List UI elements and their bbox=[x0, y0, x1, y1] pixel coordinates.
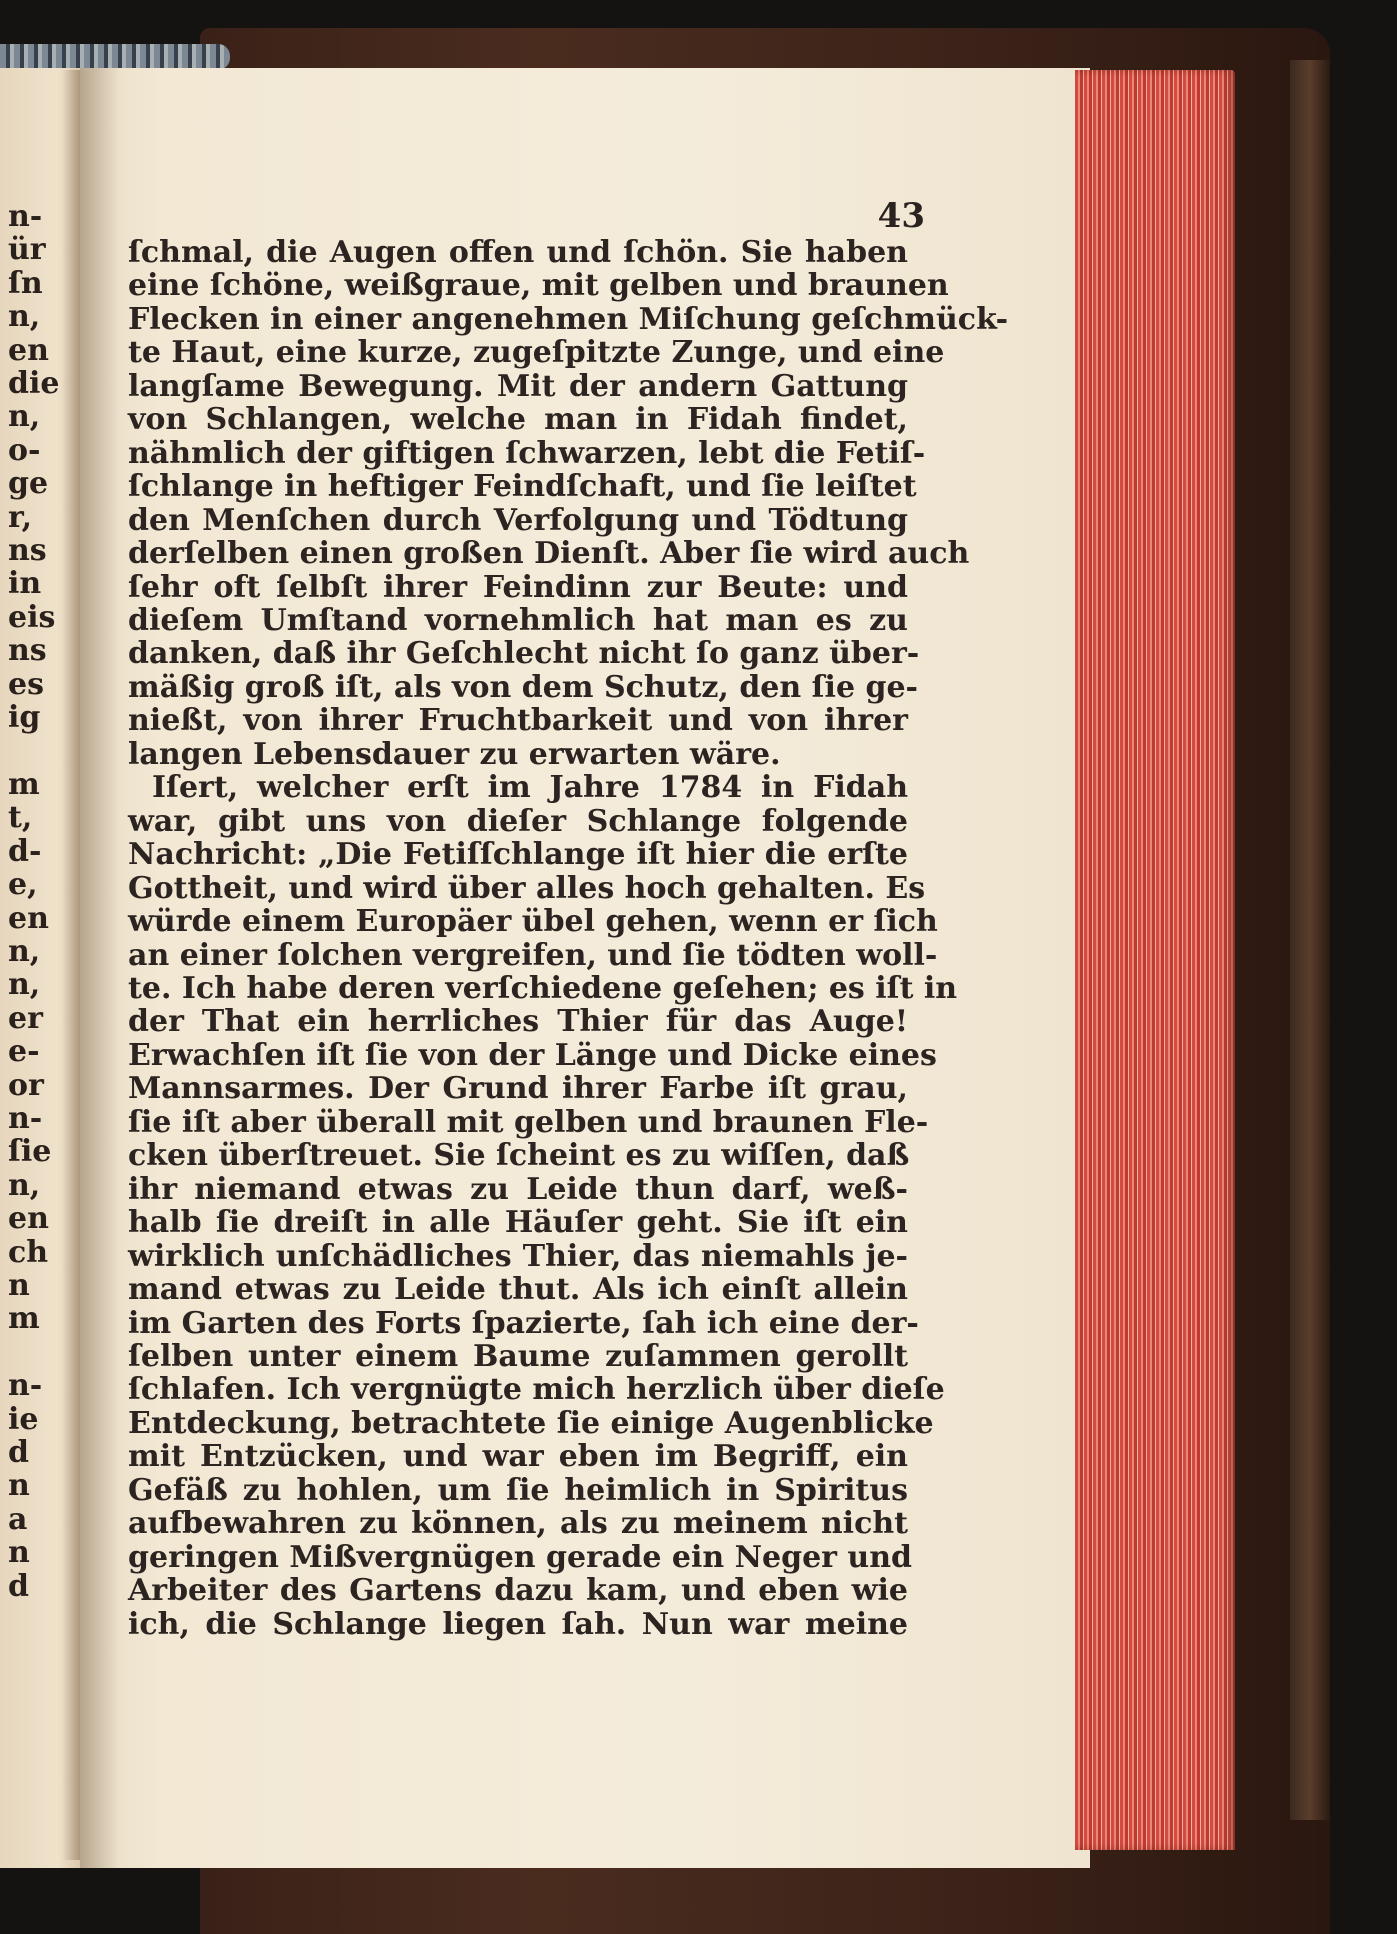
text-line: Entdeckung, betrachtete ſie einige Augenblicke bbox=[128, 1405, 934, 1441]
text-line: Gottheit, und wird über alles hoch gehalten. Es bbox=[128, 870, 926, 906]
text-line: langen Lebensdauer zu erwarten wäre. bbox=[128, 736, 781, 772]
left-page-fragment: t, bbox=[8, 800, 33, 836]
text-line: ſie iſt aber überall mit gelben und braunen Fle- bbox=[128, 1104, 929, 1140]
left-page-fragment: eis bbox=[8, 599, 56, 635]
text-line: te. Ich habe deren verſchiedene geſehen; es iſt in bbox=[128, 970, 958, 1006]
left-page-fragment: o- bbox=[8, 432, 41, 468]
left-page-fragment: n- bbox=[8, 199, 43, 234]
left-page-fragment: n, bbox=[8, 299, 41, 335]
left-page-fragment: ſn bbox=[8, 265, 43, 301]
left-page-fragment: ig bbox=[8, 700, 41, 736]
left-page-fragment: ch bbox=[8, 1234, 49, 1270]
text-line: dieſem Umſtand vornehmlich hat man es zu bbox=[128, 602, 908, 638]
left-page-fragment: ie bbox=[8, 1401, 39, 1437]
left-page-fragment: n, bbox=[8, 967, 41, 1003]
left-page-fragment: d- bbox=[8, 833, 42, 869]
text-line: an einer ſolchen vergreifen, und ſie tödten woll- bbox=[128, 937, 938, 973]
text-line: war, gibt uns von dieſer Schlange folgende bbox=[128, 803, 908, 839]
text-line: Flecken in einer angenehmen Miſchung geſchmück- bbox=[128, 301, 1009, 337]
left-page-fragment: n- bbox=[8, 1100, 43, 1136]
text-line: mäßig groß iſt, als von dem Schutz, den ſie ge- bbox=[128, 669, 918, 705]
text-line: wirklich unſchädliches Thier, das niemahls je- bbox=[128, 1238, 908, 1274]
left-page-fragment: r, bbox=[8, 499, 33, 535]
left-page-fragment: en bbox=[8, 900, 49, 936]
text-line: ſchlafen. Ich vergnügte mich herzlich über dieſe bbox=[128, 1372, 945, 1408]
left-page-fragment: ge bbox=[8, 466, 49, 502]
page-gutter-shadow bbox=[80, 68, 120, 1868]
left-page-fragment: n, bbox=[8, 1167, 41, 1203]
text-line: te Haut, eine kurze, zugeſpitzte Zunge, und eine bbox=[128, 335, 945, 371]
left-page-fragment: or bbox=[8, 1067, 44, 1103]
left-page-fragment: n- bbox=[8, 1368, 43, 1404]
text-line: ihr niemand etwas zu Leide thun darf, weß- bbox=[128, 1171, 908, 1207]
red-page-edges bbox=[1075, 70, 1235, 1850]
text-line: nähmlich der giftigen ſchwarzen, lebt die Fetiſ- bbox=[128, 435, 926, 471]
left-page-fragment: es bbox=[8, 666, 44, 702]
text-line: würde einem Europäer übel gehen, wenn er ſich bbox=[128, 904, 938, 940]
text-line: langſame Bewegung. Mit der andern Gattung bbox=[128, 368, 908, 404]
text-line: Gefäß zu hohlen, um ſie heimlich in Spiritus bbox=[128, 1472, 908, 1508]
text-line: Mannsarmes. Der Grund ihrer Farbe iſt grau, bbox=[128, 1071, 908, 1107]
text-line: nießt, von ihrer Fruchtbarkeit und von ihrer bbox=[128, 703, 908, 739]
left-page-fragment: d bbox=[8, 1435, 29, 1471]
text-line: von Schlangen, welche man in Fidah findet, bbox=[128, 402, 908, 438]
text-line: im Garten des Forts ſpazierte, ſah ich eine der- bbox=[128, 1305, 919, 1341]
left-page-fragment: n bbox=[8, 1268, 30, 1303]
text-line: ſelben unter einem Baume zuſammen gerollt bbox=[128, 1338, 908, 1374]
left-page-fragment: en bbox=[8, 1201, 49, 1237]
left-page-fragment: n bbox=[8, 1468, 30, 1504]
text-line: Nachricht: „Die Fetiſſchlange iſt hier die erſte bbox=[128, 837, 908, 873]
text-line: halb ſie dreiſt in alle Häuſer geht. Sie iſt ein bbox=[128, 1205, 908, 1241]
left-page-fragment: die bbox=[8, 366, 60, 402]
text-line: ſchlange in heftiger Feindſchaft, und ſie leiſtet bbox=[128, 469, 917, 505]
text-line: Erwachſen iſt ſie von der Länge und Dicke eines bbox=[128, 1037, 937, 1073]
text-line: geringen Mißvergnügen gerade ein Neger und bbox=[128, 1539, 913, 1575]
text-line: aufbewahren zu können, als zu meinem nicht bbox=[128, 1506, 908, 1542]
binding-headband bbox=[0, 44, 230, 70]
text-line: cken überſtreuet. Sie ſcheint es zu wiſſen, daß bbox=[128, 1138, 910, 1174]
text-line: den Menſchen durch Verfolgung und Tödtung bbox=[128, 502, 908, 538]
book-cover-edge bbox=[1290, 60, 1330, 1820]
left-page-fragment: d bbox=[8, 1568, 29, 1604]
left-page-fragment: en bbox=[8, 332, 49, 368]
page-number: 43 bbox=[877, 196, 925, 236]
left-page-fragment: m bbox=[8, 766, 40, 802]
text-line: eine ſchöne, weißgraue, mit gelben und braunen bbox=[128, 268, 949, 304]
text-line: ich, die Schlange liegen ſah. Nun war meine bbox=[128, 1606, 908, 1642]
left-page-fragment: ns bbox=[8, 533, 47, 569]
page-text bbox=[128, 235, 1009, 1642]
left-page-fragment: n, bbox=[8, 399, 41, 435]
left-page-fragment: ſie bbox=[8, 1134, 52, 1170]
text-line: der That ein herrliches Thier für das Auge! bbox=[128, 1004, 908, 1040]
left-page-fragment: n bbox=[8, 1535, 30, 1571]
text-line: ſchmal, die Augen offen und ſchön. Sie haben bbox=[128, 235, 908, 270]
text-line: Arbeiter des Gartens dazu kam, und eben wie bbox=[128, 1573, 908, 1609]
left-page-fragment: a bbox=[8, 1501, 28, 1537]
left-page-fragment: ür bbox=[8, 232, 46, 268]
left-page-fragment: ns bbox=[8, 633, 47, 669]
left-page-fragment: n, bbox=[8, 933, 41, 969]
left-page-fragment: m bbox=[8, 1301, 40, 1337]
text-line: mit Entzücken, und war eben im Begriff, ein bbox=[128, 1439, 908, 1475]
left-page-fragment: e- bbox=[8, 1034, 40, 1070]
text-line: ſehr oft ſelbſt ihrer Feindinn zur Beute: und bbox=[128, 569, 908, 605]
text-line: derſelben einen großen Dienſt. Aber ſie wird auch bbox=[128, 536, 970, 572]
left-page-fragment: in bbox=[8, 566, 42, 602]
text-line: mand etwas zu Leide thut. Als ich einſt allein bbox=[128, 1272, 908, 1308]
text-line: danken, daß ihr Geſchlecht nicht ſo ganz über- bbox=[128, 636, 920, 672]
text-line: Iſert, welcher erſt im Jahre 1784 in Fidah bbox=[152, 770, 908, 806]
left-page-fragment: e, bbox=[8, 867, 38, 903]
left-page-fragment: er bbox=[8, 1000, 43, 1036]
